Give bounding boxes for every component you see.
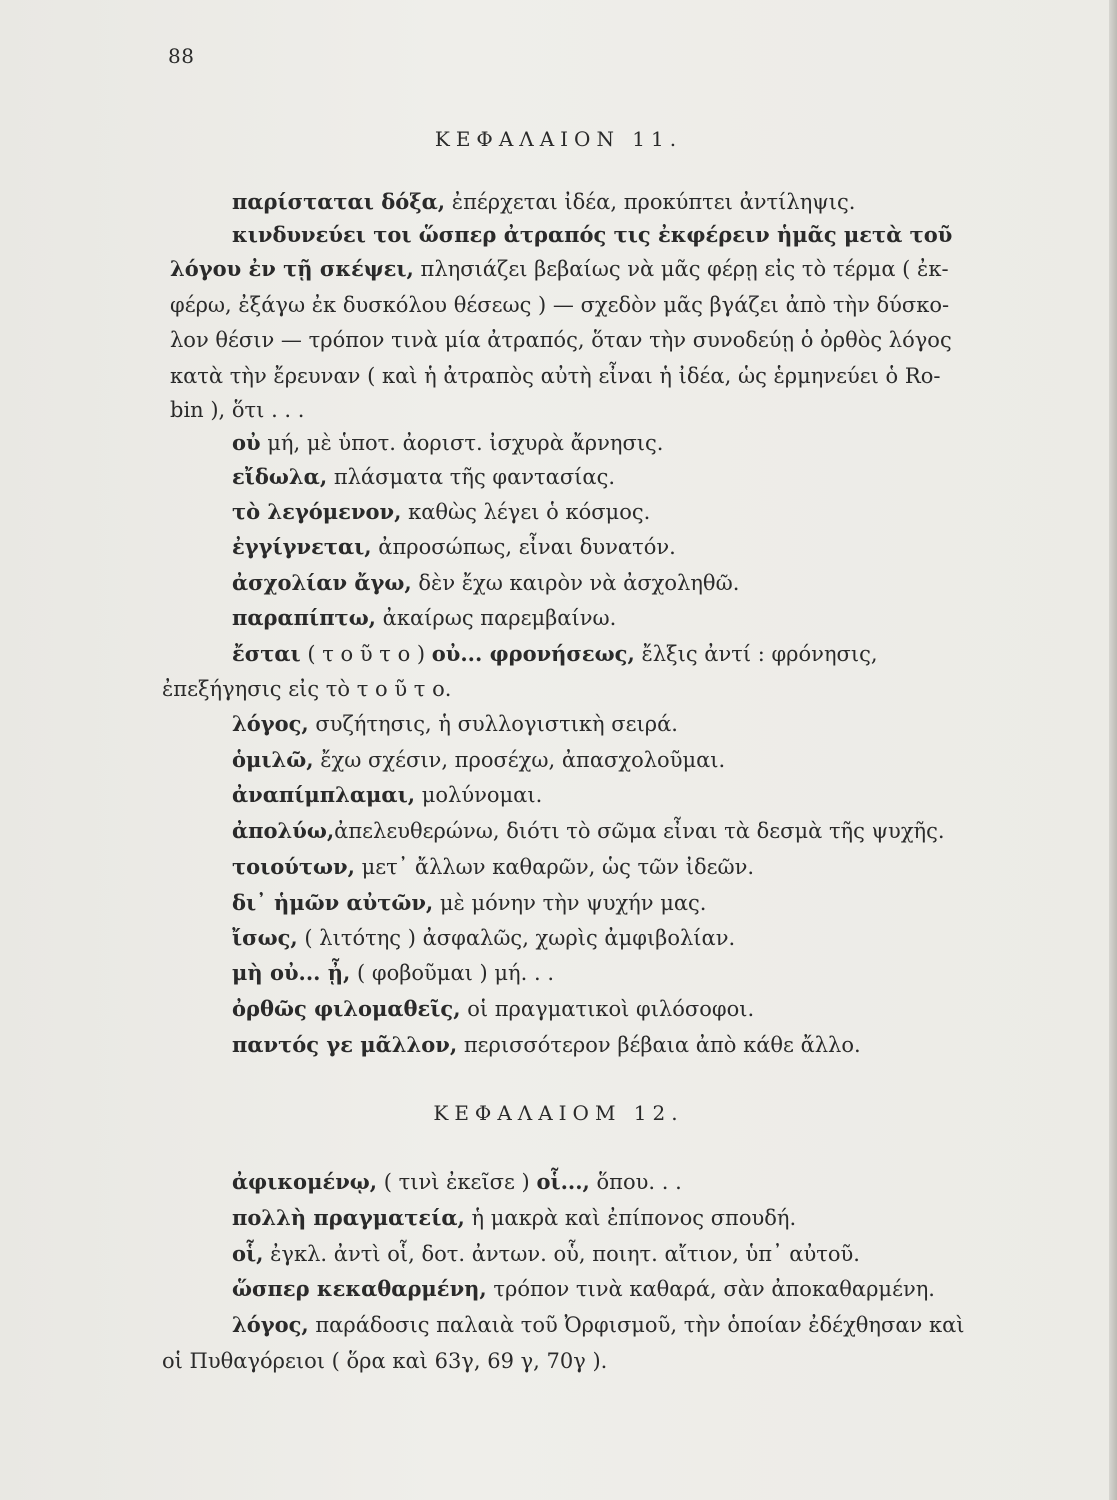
text-line: λόγου ἐν τῇ σκέψει, πλησιάζει βεβαίως νὰ μᾶς φέρῃ εἰς τὸ τέρμα ( ἐκ-: [170, 256, 949, 281]
text-line: μὴ οὐ... ᾖ, ( φοβοῦμαι ) μή. . .: [232, 960, 555, 985]
page-edge-shadow: [1109, 0, 1117, 1500]
text-line: bin ), ὅτι . . .: [170, 398, 305, 422]
text-line: λον θέσιν — τρόπον τινὰ μία ἀτραπός, ὅταν τὴν συνοδεύῃ ὁ ὀρθὸς λόγος: [170, 328, 952, 352]
text-line: ἀσχολίαν ἄγω, δὲν ἔχω καιρὸν νὰ ἀσχοληθῶ.: [232, 570, 740, 595]
text-line: ἀναπίμπλαμαι, μολύνομαι.: [232, 782, 543, 807]
text-line: λόγος, συζήτησις, ἡ συλλογιστικὴ σειρά.: [232, 711, 678, 736]
text-line: ἴσως, ( λιτότης ) ἀσφαλῶς, χωρὶς ἀμφιβολίαν.: [232, 925, 736, 950]
text-line: τοιούτων, μετ᾽ ἄλλων καθαρῶν, ὡς τῶν ἰδεῶν.: [232, 854, 755, 879]
text-line: ἀφικομένῳ, ( τινὶ ἐκεῖσε ) οἷ..., ὅπου. . .: [232, 1169, 682, 1194]
text-line: φέρω, ἐξάγω ἐκ δυσκόλου θέσεως ) — σχεδὸν μᾶς βγάζει ἀπὸ τὴν δύσκο-: [170, 293, 950, 317]
text-line: κινδυνεύει τοι ὥσπερ ἀτραπός τις ἐκφέρειν ἡμᾶς μετὰ τοῦ: [232, 222, 953, 247]
text-line: ὀρθῶς φιλομαθεῖς, οἱ πραγματικοὶ φιλόσοφοι.: [232, 996, 755, 1021]
page-number: 88: [168, 44, 195, 68]
text-line: ὥσπερ κεκαθαρμένη, τρόπον τινὰ καθαρά, σὰν ἀποκαθαρμένη.: [232, 1276, 935, 1301]
text-line: οὐ μή, μὲ ὑποτ. ἀοριστ. ἰσχυρὰ ἄρνησις.: [232, 430, 664, 455]
text-line: τὸ λεγόμενον, καθὼς λέγει ὁ κόσμος.: [232, 499, 651, 524]
text-line: πολλὴ πραγματεία, ἡ μακρὰ καὶ ἐπίπονος σπουδή.: [232, 1205, 797, 1230]
text-line: δι᾽ ἡμῶν αὐτῶν, μὲ μόνην τὴν ψυχήν μας.: [232, 890, 707, 915]
text-line: εἴδωλα, πλάσματα τῆς φαντασίας.: [232, 464, 616, 489]
text-line: παραπίπτω, ἀκαίρως παρεμβαίνω.: [232, 605, 617, 630]
text-line: ἀπολύω,ἀπελευθερώνω, διότι τὸ σῶμα εἶναι τὰ δεσμὰ τῆς ψυχῆς.: [232, 818, 945, 843]
text-line: ἐγγίγνεται, ἀπροσώπως, εἶναι δυνατόν.: [232, 534, 676, 559]
text-line: ὁμιλῶ, ἔχω σχέσιν, προσέχω, ἀπασχολοῦμαι.: [232, 747, 726, 772]
text-line: παρίσταται δόξα, ἐπέρχεται ἰδέα, προκύπτει ἀντίληψις.: [232, 189, 856, 214]
text-line: οἷ, ἐγκλ. ἀντὶ οἷ, δοτ. ἀντων. οὗ, ποιητ. αἴτιον, ὑπ᾽ αὐτοῦ.: [232, 1241, 860, 1266]
text-line: ἐπεξήγησις εἰς τὸ τ ο ῦ τ ο.: [162, 677, 452, 701]
text-line: παντός γε μᾶλλον, περισσότερον βέβαια ἀπὸ κάθε ἄλλο.: [232, 1032, 861, 1057]
chapter-12-heading: ΚΕΦΑΛΑΙΟΜ 12.: [433, 1101, 684, 1125]
text-line: κατὰ τὴν ἔρευναν ( καὶ ἡ ἀτραπὸς αὐτὴ εἶναι ἡ ἰδέα, ὡς ἑρμηνεύει ὁ Ro-: [170, 364, 941, 388]
text-line: οἱ Πυθαγόρειοι ( ὅρα καὶ 63γ, 69 γ, 70γ ).: [162, 1349, 608, 1373]
text-line: λόγος, παράδοσις παλαιὰ τοῦ Ὀρφισμοῦ, τὴν ὁποίαν ἐδέχθησαν καὶ: [232, 1312, 965, 1337]
chapter-11-heading: ΚΕΦΑΛΑΙΟΝ 11.: [434, 127, 683, 151]
text-line: ἔσται ( τ ο ῦ τ ο ) οὐ... φρονήσεως, ἔλξις ἀντί : φρόνησις,: [232, 641, 878, 666]
